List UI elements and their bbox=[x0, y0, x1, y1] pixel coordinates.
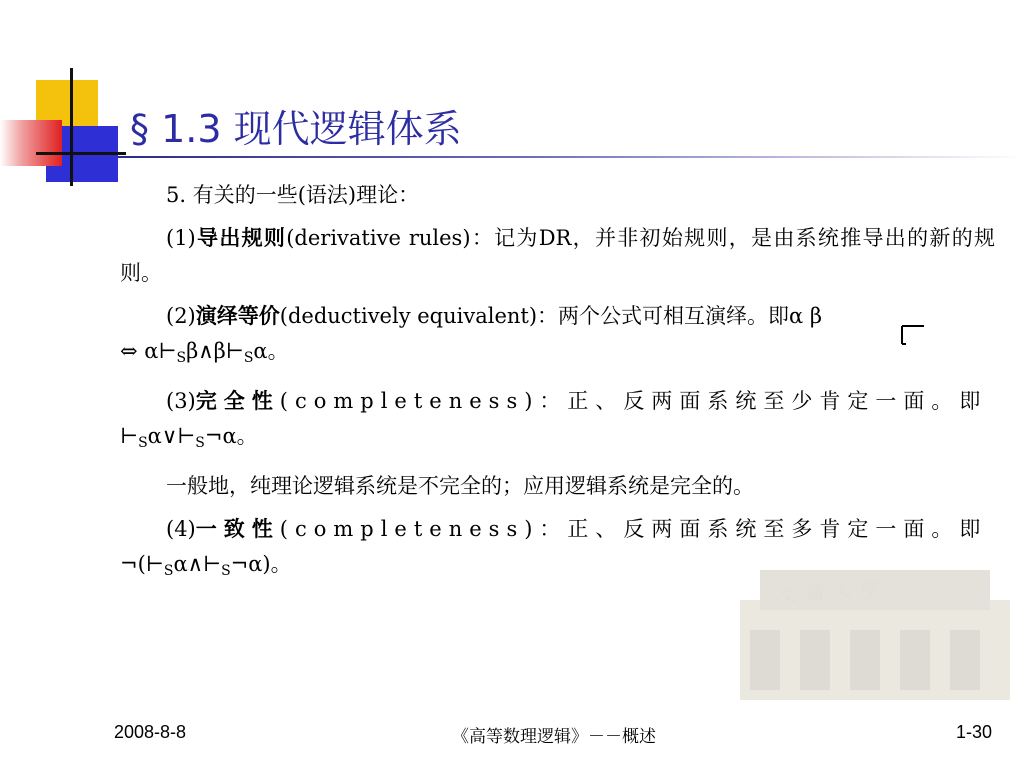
footer-date: 2008-8-8 bbox=[114, 722, 187, 742]
item-text: (completeness)：正、反两面系统至多肯定一面。即 bbox=[279, 517, 988, 541]
item-consistency bbox=[120, 512, 995, 589]
logo-vertical-line bbox=[70, 68, 73, 186]
text-cursor-icon bbox=[898, 322, 928, 352]
formula-part: ¬α。 bbox=[204, 424, 258, 448]
logo-bar-red bbox=[0, 120, 62, 166]
watermark-label: 交 通 大 学 bbox=[777, 578, 882, 607]
item-text: (deductively equivalent)：两个公式可相互演绎。即α β bbox=[279, 304, 823, 328]
item-completeness bbox=[120, 384, 995, 461]
item-number: (1) bbox=[166, 226, 196, 250]
item-text: (derivative rules)：记为DR，并非初始规则，是由系统推导出的新的规则。 bbox=[120, 226, 995, 285]
formula-part: α∨⊢ bbox=[147, 424, 196, 448]
item-term: 完全性 bbox=[195, 389, 280, 413]
general-remark: 一般地，纯理论逻辑系统是不完全的；应用逻辑系统是完全的。 bbox=[166, 474, 754, 498]
formula-part: α∧⊢ bbox=[173, 552, 222, 576]
formula-part: ⊢ bbox=[120, 424, 139, 448]
formula-subscript: S bbox=[195, 435, 205, 451]
item-derivative-rules bbox=[120, 221, 995, 291]
item-number: (3) bbox=[166, 389, 196, 413]
item-number: (4) bbox=[166, 517, 196, 541]
formula-subscript: S bbox=[221, 563, 231, 579]
logo-horizontal-line bbox=[36, 152, 126, 155]
formula-part: ¬(⊢ bbox=[120, 552, 164, 576]
formula-subscript: S bbox=[243, 350, 254, 366]
formula-subscript: S bbox=[138, 435, 148, 451]
formula-part: β∧β⊢ bbox=[186, 339, 244, 363]
formula-part: ¬α)。 bbox=[230, 552, 292, 576]
item-term: 导出规则 bbox=[195, 226, 287, 250]
slide-body bbox=[120, 178, 995, 597]
item-deductive-equivalence bbox=[120, 299, 995, 376]
item-term: 演绎等价 bbox=[195, 304, 280, 328]
intro-line: 5. 有关的一些(语法)理论： bbox=[166, 183, 420, 207]
item-number: (2) bbox=[166, 304, 196, 328]
item-text: (completeness)：正、反两面系统至少肯定一面。即 bbox=[279, 389, 988, 413]
formula-subscript: S bbox=[163, 563, 174, 579]
footer-page-number: 1-30 bbox=[955, 722, 992, 742]
formula-subscript: S bbox=[176, 350, 187, 366]
slide-title: § 1.3 现代逻辑体系 bbox=[130, 107, 462, 151]
formula-part: α。 bbox=[253, 339, 289, 363]
item-term: 一致性 bbox=[195, 517, 280, 541]
formula-part: ⇔ α⊢ bbox=[120, 339, 177, 363]
footer-course-title: 《高等数理逻辑》－－概述 bbox=[452, 727, 656, 747]
title-underline bbox=[118, 156, 1024, 158]
